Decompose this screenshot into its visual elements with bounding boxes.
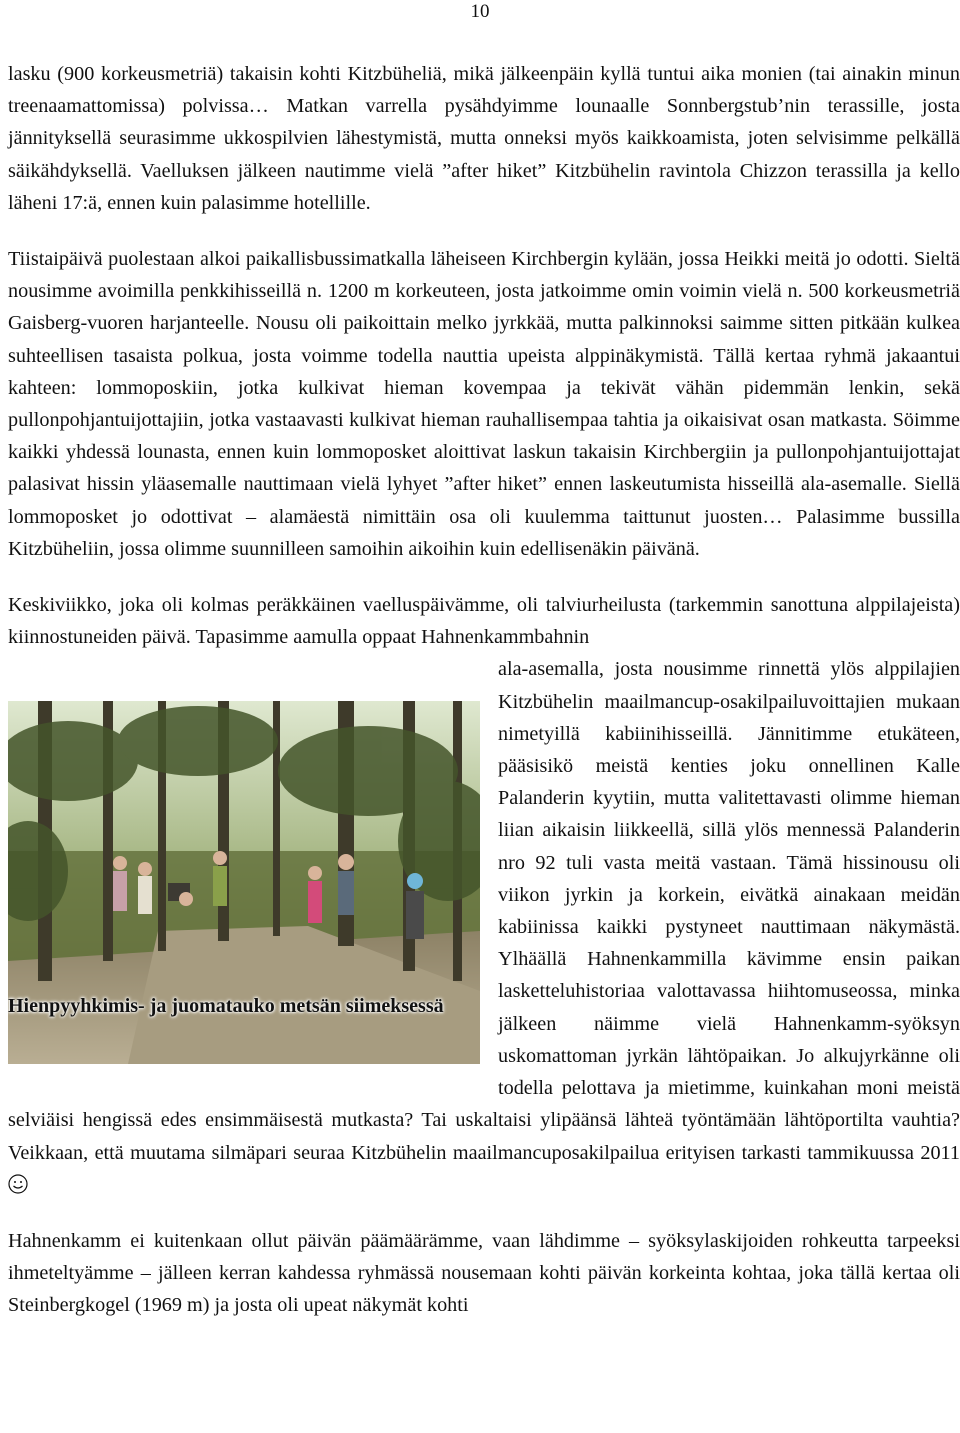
paragraph-2: Tiistaipäivä puolestaan alkoi paikallisbussimatkalla läheiseen Kirchbergin kylään, jossa Heikki meitä jo odotti. Sieltä nousimme avoimilla penkkihisseillä n. 1200 m korkeuteen, josta jatkoimme omin voimin vielä n. 500 korkeusmetriä Gaisberg-vuoren harjanteelle. Nousu oli paikoittain melko jyrkkää, mutta palkinnoksi saimme sitten pitkään kulkea suhteellisen tasaista polkua, josta voimme todella nauttia upeista alppinäkymistä. Tällä kertaa ryhmä jakaantui kahteen: lommoposkiin, jotka kulkivat hieman kovempaa ja tekivät vähän pidemmän lenkin, sekä pullonpohjantuijottajiin, jotka vastaavasti kulkivat hieman rauhallisempaa tahtia ja oikaisivat osan matkasta. Söimme kaikki yhdessä lounasta, ennen kuin lommoposket aloittivat laskun takaisin Kirchbergiin ja pullonpohjantuijottajat palasivat hissin yläasemalle nauttimaan vielä lyhyet ”after hiket” ennen laskeutumista hisseillä ala-asemalle. Siellä lommoposket jo odottivat – alamäestä nimittäin osa oli kuulemma taittunut juosten… Palasimme bussilla Kitzbüheliin, jossa olimme suunnilleen samoihin aikoihin kuin edellisenäkin päivänä. <box>8 248 960 560</box>
paragraph-3-lead: Keskiviikko, joka oli kolmas peräkkäinen vaelluspäivämme, oli talviurheilusta (tarkemmin sanottuna alppilajeista) kiinnostuneiden päivä. Tapasimme aamulla oppaat Hahnenkammbahnin <box>8 594 960 649</box>
smiley-face-icon <box>8 1174 28 1194</box>
forest-hikers-photo <box>8 701 480 1064</box>
paragraph-3-body-text: ala-asemalla, josta nousimme rinnettä ylös alppilajien Kitzbühelin maailmancup-osakilpailuvoittajien mukaan nimetyillä kabiinihisseillä. Jännitimme etukäteen, pääsisikö meistä kenties joku onnellinen Kalle Palanderin kyytiin, mutta valitettavasti olimme hieman liian aikaisin liikkeellä, sillä ylös mennessä Palanderin nro 92 tuli vasta meitä vastaan. Tämä hissinousu oli viikon jyrkin ja korkein, eivätkä ainakaan meidän kabiinissa kaikki pystyneet nauttimaan näkymästä. Ylhäällä Hahnenkammilla kävimme ensin paikan lasketteluhistoriaa valottavassa hiihtomuseossa, minka jälkeen näimme vielä Hahnenkamm-syöksyn uskomattoman jyrkän lähtöpaikan. Jo alkujyrkänne oli todella pelottava ja mietimme, kuinkahan moni meistä selviäisi hengissä edes ensimmäisestä mutkasta? Tai uskaltaisi ylipäänsä lähteä työntämään lähtöportilta vauhtia? Veikkaan, että muutama silmäpari seuraa Kitzbühelin maailmancuposakilpailua erityisen tarkasti tammikuussa 2011 <box>8 658 960 1164</box>
paragraph-3 <box>8 589 960 1201</box>
document-body <box>8 58 960 1322</box>
page-number: 10 <box>470 1 490 22</box>
paragraph-1: lasku (900 korkeusmetriä) takaisin kohti Kitzbüheliä, mikä jälkeenpäin kyllä tuntui aika monien (tai ainakin minun treenaamattomissa) polvissa… Matkan varrella pysähdyimme lounaalle Sonnbergstub’nin terassille, josta jännityksellä seurasimme ukkospilvien lähestymistä, mutta onneksi myös kaikkoamista, joten selvisimme pelkällä säikähdyksellä. Vaelluksen jälkeen nautimme vielä ”after hiket” Kitzbühelin ravintola Chizzon terassilla ja kello läheni 17:ä, ennen kuin palasimme hotellille. <box>8 63 960 214</box>
paragraph-4: Hahnenkamm ei kuitenkaan ollut päivän päämäärämme, vaan lähdimme – syöksylaskijoiden rohkeutta tarpeeksi ihmeteltyämme – jälleen kerran kahdessa ryhmässä nousemaan kohti päivän korkeinta kohtaa, joka tällä kertaa oli Steinbergkogel (1969 m) ja josta oli upeat näkymät kohti <box>8 1229 960 1317</box>
photo-caption: Hienpyyhkimis- ja juomatauko metsän siimeksessä <box>8 995 444 1018</box>
